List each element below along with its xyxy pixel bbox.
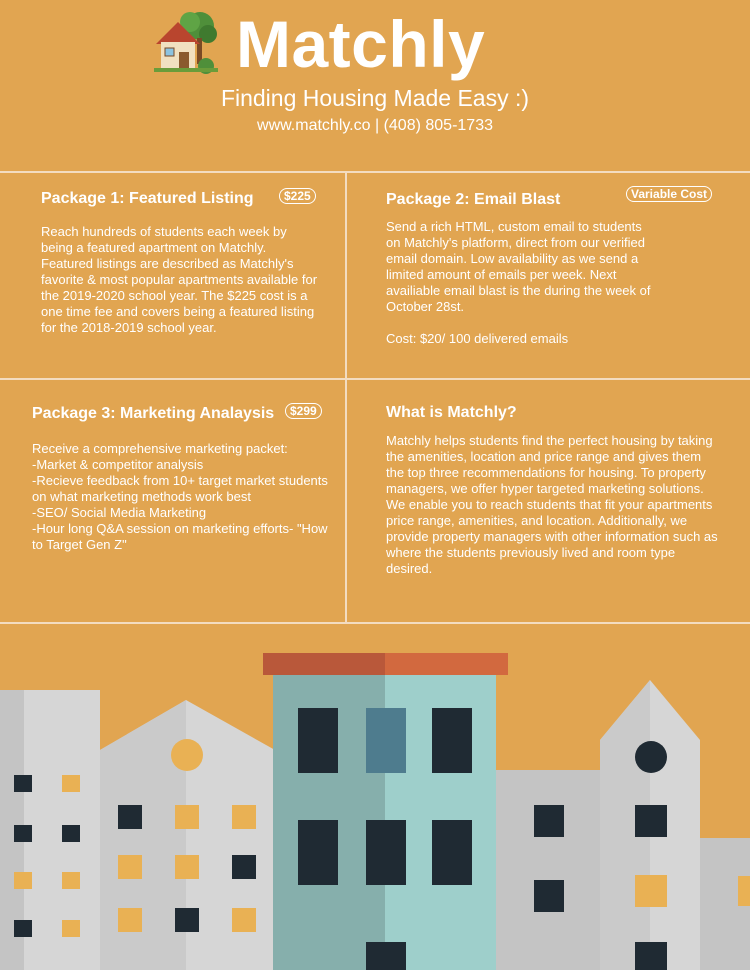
package-3-line: -Hour long Q&A session on marketing efforts- "How to Target Gen Z"	[32, 521, 328, 552]
house-logo-icon	[150, 8, 222, 78]
package-3-line: -Market & competitor analysis	[32, 457, 204, 472]
about-body: Matchly helps students find the perfect housing by taking the amenities, location and price range and gives them the top three recommendations for housing. To property managers, we offer hyper targeted marketing solutions. We enable you to reach students that fit your apartments price range, amenities, and location. Additionally, we provide property managers with other information such as where the students previously lived and room type desired.	[386, 433, 718, 576]
package-2-body: Send a rich HTML, custom email to students on Matchly's platform, direct from our verified email domain. Low availability as we send a limited amount of emails per week. Next availiable email blast is the during the week of October 28st.	[386, 219, 651, 314]
package-3-description	[32, 441, 328, 553]
package-2-cost: Cost: $20/ 100 delivered emails	[386, 331, 569, 346]
brand-title: Matchly	[236, 7, 486, 81]
package-2-price-badge: Variable Cost	[626, 186, 712, 202]
package-3-price-badge: $299	[285, 403, 322, 419]
tagline: Finding Housing Made Easy :)	[220, 85, 530, 111]
package-3-line: -Recieve feedback from 10+ target market students on what marketing methods work best	[32, 473, 328, 504]
divider-bottom	[0, 622, 750, 624]
package-1-price-badge: $225	[279, 188, 316, 204]
contact-info: www.matchly.co | (408) 805-1733	[257, 117, 493, 134]
package-1-title: Package 1: Featured Listing	[41, 190, 254, 207]
divider-vertical	[345, 171, 347, 624]
package-2-description	[386, 219, 658, 347]
divider-top	[0, 171, 750, 173]
package-2-title: Package 2: Email Blast	[386, 191, 561, 208]
package-3-title: Package 3: Marketing Analaysis	[32, 405, 275, 422]
about-title: What is Matchly?	[386, 404, 517, 421]
skyline-illustration	[0, 640, 750, 970]
divider-middle	[0, 378, 750, 380]
package-3-line: -SEO/ Social Media Marketing	[32, 505, 207, 520]
package-1-description	[41, 224, 319, 336]
package-1-body: Reach hundreds of students each week by being a featured apartment on Matchly. Featured listings are described as Matchly's favorite & most popular apartments available for the 2019-2020 school year. The $225 cost is a one time fee and covers being a featured listing for the 2018-2019 school year.	[41, 224, 318, 335]
package-3-line: Receive a comprehensive marketing packet:	[32, 441, 288, 456]
about-description	[386, 433, 720, 577]
